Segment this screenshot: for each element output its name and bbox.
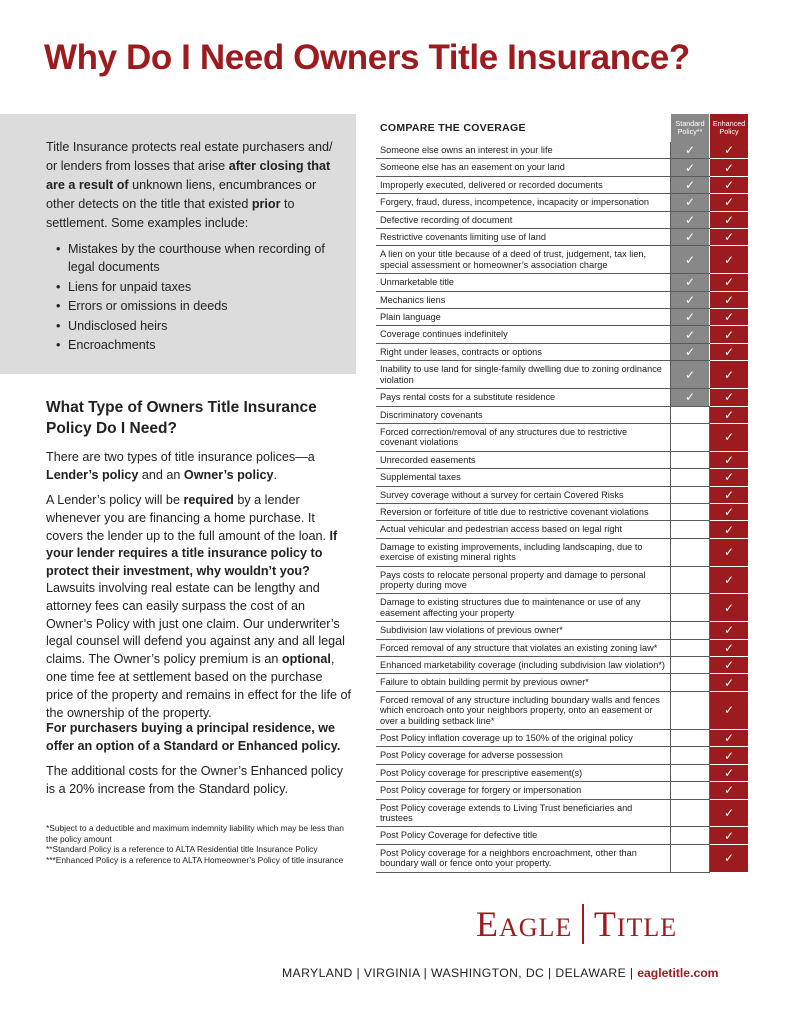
table-header-row	[376, 114, 748, 142]
coverage-feature: Supplemental taxes	[376, 469, 671, 486]
compare-label: COMPARE THE COVERAGE	[380, 122, 526, 134]
table-row	[376, 469, 748, 486]
table-row	[376, 309, 748, 326]
table-row	[376, 566, 748, 594]
coverage-feature: Forgery, fraud, duress, incompetence, incapacity or impersonation	[376, 194, 671, 211]
enhanced-check-icon: ✓	[710, 274, 749, 291]
enhanced-check-icon: ✓	[710, 142, 749, 159]
intro-text-3: to settlement. Some examples include:	[46, 197, 295, 230]
text-bold: optional	[281, 652, 331, 667]
enhanced-check-icon: ✓	[710, 159, 749, 176]
enhanced-policy-header: Enhanced Policy	[710, 114, 749, 142]
intro-bold-1: after closing that are a result of	[46, 159, 331, 192]
logo-divider	[582, 904, 584, 944]
enhanced-check-icon: ✓	[710, 521, 749, 538]
enhanced-check-icon: ✓	[710, 389, 749, 406]
states-text: MARYLAND | VIRGINIA | WASHINGTON, DC | DELAWARE |	[282, 966, 638, 980]
enhanced-check-icon: ✓	[710, 594, 749, 622]
standard-check-icon: ✓	[671, 309, 710, 326]
enhanced-check-icon: ✓	[710, 657, 749, 674]
enhanced-check-icon: ✓	[710, 538, 749, 566]
standard-check-icon: ✓	[671, 274, 710, 291]
footnote: ***Enhanced Policy is a reference to ALTA Homeowner’s Policy of title insurance	[46, 854, 344, 865]
enhanced-check-icon: ✓	[710, 176, 749, 193]
table-row	[376, 159, 748, 176]
coverage-feature: Pays rental costs for a substitute residence	[376, 389, 671, 406]
standard-empty-cell	[671, 423, 710, 451]
website-link[interactable]: eagletitle.com	[637, 966, 719, 980]
logo-letters: AGLE	[499, 913, 573, 942]
table-row	[376, 142, 748, 159]
enhanced-check-icon: ✓	[710, 799, 749, 827]
table-row	[376, 639, 748, 656]
paragraph-additional-costs: The additional costs for the Owner’s Enhanced policy is a 20% increase from the Standard policy.	[46, 764, 344, 796]
coverage-feature: Post Policy coverage extends to Living Trust beneficiaries and trustees	[376, 799, 671, 827]
table-row	[376, 657, 748, 674]
enhanced-check-icon: ✓	[710, 622, 749, 639]
paragraph-lender-policy	[46, 492, 352, 581]
enhanced-check-icon: ✓	[710, 730, 749, 747]
standard-empty-cell	[671, 730, 710, 747]
enhanced-check-icon: ✓	[710, 309, 749, 326]
policy-heading: What Type of Owners Title Insurance Policy Do I Need?	[46, 399, 317, 437]
list-item: • Liens for unpaid taxes	[56, 278, 346, 296]
enhanced-check-icon: ✓	[710, 343, 749, 360]
coverage-feature: Someone else owns an interest in your life	[376, 142, 671, 159]
text: There are two types of title insurance polices—a	[46, 450, 315, 464]
text-bold: Owner’s policy	[183, 467, 274, 482]
coverage-feature: Reversion or forfeiture of title due to restrictive covenant violations	[376, 503, 671, 520]
logo-letter: T	[593, 904, 617, 944]
standard-empty-cell	[671, 827, 710, 844]
standard-empty-cell	[671, 691, 710, 729]
coverage-feature: Post Policy Coverage for defective title	[376, 827, 671, 844]
table-row	[376, 782, 748, 799]
coverage-feature: Damage to existing structures due to maintenance or use of any easement affecting your property	[376, 594, 671, 622]
enhanced-check-icon: ✓	[710, 764, 749, 781]
table-row	[376, 194, 748, 211]
footnotes	[46, 823, 351, 865]
examples-list	[56, 240, 346, 356]
coverage-feature: Coverage continues indefinitely	[376, 326, 671, 343]
coverage-feature: Post Policy coverage for adverse possession	[376, 747, 671, 764]
table-row	[376, 827, 748, 844]
enhanced-check-icon: ✓	[710, 406, 749, 423]
footer-line	[282, 966, 719, 980]
enhanced-check-icon: ✓	[710, 486, 749, 503]
table-body	[376, 142, 748, 872]
standard-empty-cell	[671, 503, 710, 520]
coverage-feature: Pays costs to relocate personal property and damage to personal property during move	[376, 566, 671, 594]
eagle-title-logo	[476, 903, 677, 945]
standard-check-icon: ✓	[671, 211, 710, 228]
standard-empty-cell	[671, 844, 710, 872]
coverage-feature: Failure to obtain building permit by previous owner*	[376, 674, 671, 691]
coverage-feature: Forced removal of any structure including boundary walls and fences which encroach onto your neighbors property, onto an easement or over a building setback line*	[376, 691, 671, 729]
enhanced-check-icon: ✓	[710, 291, 749, 308]
table-row	[376, 211, 748, 228]
table-row	[376, 486, 748, 503]
standard-check-icon: ✓	[671, 229, 710, 246]
standard-check-icon: ✓	[671, 291, 710, 308]
text: and an	[138, 467, 184, 482]
coverage-feature: Post Policy coverage for prescriptive easement(s)	[376, 764, 671, 781]
table-row	[376, 274, 748, 291]
standard-empty-cell	[671, 639, 710, 656]
page-title: Why Do I Need Owners Title Insurance?	[44, 38, 690, 77]
enhanced-check-icon: ✓	[710, 747, 749, 764]
text: by a lender whenever you are financing a home purchase. It covers the lender up to the full amount of the loan.	[46, 493, 330, 543]
list-item: • Errors or omissions in deeds	[56, 297, 346, 315]
standard-check-icon: ✓	[671, 326, 710, 343]
list-item: • Mistakes by the courthouse when recording of legal documents	[56, 240, 346, 276]
coverage-feature: Damage to existing improvements, including landscaping, due to exercise of existing mineral rights	[376, 538, 671, 566]
enhanced-check-icon: ✓	[710, 691, 749, 729]
paragraph-principal-residence: For purchasers buying a principal residence, we offer an option of a Standard or Enhanced policy.	[46, 721, 341, 753]
table-row	[376, 622, 748, 639]
enhanced-check-icon: ✓	[710, 211, 749, 228]
footnote: *Subject to a deductible and maximum indemnity liability which may be less than the policy amount	[46, 823, 344, 844]
enhanced-check-icon: ✓	[710, 229, 749, 246]
table-row	[376, 389, 748, 406]
coverage-feature: Inability to use land for single-family dwelling due to zoning ordinance violation	[376, 361, 671, 389]
standard-empty-cell	[671, 469, 710, 486]
table-row	[376, 423, 748, 451]
enhanced-check-icon: ✓	[710, 423, 749, 451]
coverage-feature: Enhanced marketability coverage (including subdivision law violation*)	[376, 657, 671, 674]
standard-check-icon: ✓	[671, 176, 710, 193]
standard-empty-cell	[671, 622, 710, 639]
standard-empty-cell	[671, 451, 710, 468]
paragraph-lawsuits	[46, 580, 352, 722]
coverage-feature: Post Policy coverage for a neighbors encroachment, other than boundary wall or fence onto your property.	[376, 844, 671, 872]
enhanced-check-icon: ✓	[710, 844, 749, 872]
enhanced-check-icon: ✓	[710, 827, 749, 844]
text-bold: required	[183, 493, 234, 507]
standard-empty-cell	[671, 538, 710, 566]
standard-check-icon: ✓	[671, 142, 710, 159]
table-row	[376, 844, 748, 872]
table-row	[376, 594, 748, 622]
coverage-feature: Survey coverage without a survey for certain Covered Risks	[376, 486, 671, 503]
standard-check-icon: ✓	[671, 343, 710, 360]
standard-empty-cell	[671, 406, 710, 423]
standard-policy-header: Standard Policy**	[671, 114, 710, 142]
enhanced-check-icon: ✓	[710, 326, 749, 343]
table-row	[376, 246, 748, 274]
text-bold: Lender’s policy	[46, 467, 139, 482]
table-row	[376, 691, 748, 729]
table-row	[376, 406, 748, 423]
coverage-feature: Improperly executed, delivered or recorded documents	[376, 176, 671, 193]
standard-check-icon: ✓	[671, 361, 710, 389]
coverage-feature: Forced removal of any structure that violates an existing zoning law*	[376, 639, 671, 656]
coverage-feature: Right under leases, contracts or options	[376, 343, 671, 360]
standard-empty-cell	[671, 764, 710, 781]
intro-text-2: unknown liens, encumbrances or other detects on the title that existed	[46, 178, 317, 211]
enhanced-check-icon: ✓	[710, 566, 749, 594]
text: A Lender’s policy will be	[46, 493, 184, 507]
list-item: • Undisclosed heirs	[56, 317, 346, 335]
coverage-feature: Unrecorded easements	[376, 451, 671, 468]
table-row	[376, 176, 748, 193]
coverage-feature: Mechanics liens	[376, 291, 671, 308]
coverage-feature: Discriminatory covenants	[376, 406, 671, 423]
coverage-feature: A lien on your title because of a deed of trust, judgement, tax lien, special assessment or homeowner’s association charge	[376, 246, 671, 274]
text: Lawsuits involving real estate can be lengthy and attorney fees can easily surpass the cost of an Owner’s Policy with just one claim. Our underwriter’s legal counsel will defend you against any and all legal claims. The Owner’s policy premium is an	[46, 581, 345, 667]
coverage-feature: Plain language	[376, 309, 671, 326]
table-row	[376, 229, 748, 246]
intro-text-1: Title Insurance protects real estate purchasers and/ or lenders from losses that arise	[46, 140, 333, 173]
standard-empty-cell	[671, 657, 710, 674]
coverage-feature: Actual vehicular and pedestrian access based on legal right	[376, 521, 671, 538]
table-row	[376, 503, 748, 520]
coverage-feature: Post Policy inflation coverage up to 150% of the original policy	[376, 730, 671, 747]
table-row	[376, 361, 748, 389]
coverage-feature: Restrictive covenants limiting use of land	[376, 229, 671, 246]
coverage-feature: Post Policy coverage for forgery or impersonation	[376, 782, 671, 799]
standard-empty-cell	[671, 521, 710, 538]
standard-empty-cell	[671, 782, 710, 799]
table-row	[376, 291, 748, 308]
standard-check-icon: ✓	[671, 246, 710, 274]
enhanced-check-icon: ✓	[710, 503, 749, 520]
enhanced-check-icon: ✓	[710, 782, 749, 799]
table-row	[376, 764, 748, 781]
table-row	[376, 747, 748, 764]
table-row	[376, 799, 748, 827]
standard-empty-cell	[671, 566, 710, 594]
coverage-feature: Someone else has an easement on your land	[376, 159, 671, 176]
enhanced-check-icon: ✓	[710, 639, 749, 656]
table-row	[376, 521, 748, 538]
enhanced-check-icon: ✓	[710, 469, 749, 486]
logo-eagle	[476, 906, 572, 942]
standard-empty-cell	[671, 799, 710, 827]
standard-empty-cell	[671, 594, 710, 622]
standard-empty-cell	[671, 486, 710, 503]
standard-check-icon: ✓	[671, 389, 710, 406]
coverage-feature: Subdivision law violations of previous owner*	[376, 622, 671, 639]
logo-letter: E	[476, 904, 499, 944]
enhanced-check-icon: ✓	[710, 246, 749, 274]
text: .	[273, 467, 278, 482]
text: , one time fee at settlement based on the purchase price of the property and remains in effect for the life of the ownership of the property.	[46, 652, 351, 720]
standard-empty-cell	[671, 674, 710, 691]
list-item: • Encroachments	[56, 336, 346, 354]
paragraph-policy-types	[46, 449, 352, 485]
intro-paragraph	[46, 138, 346, 233]
table-row	[376, 674, 748, 691]
coverage-comparison-table	[376, 114, 748, 873]
text-bold: If your lender requires a title insurance policy to protect their investment, why wouldn’t you?	[46, 528, 338, 579]
table-row	[376, 451, 748, 468]
enhanced-check-icon: ✓	[710, 674, 749, 691]
enhanced-check-icon: ✓	[710, 451, 749, 468]
table-row	[376, 538, 748, 566]
coverage-feature: Defective recording of document	[376, 211, 671, 228]
coverage-feature: Unmarketable title	[376, 274, 671, 291]
table-row	[376, 343, 748, 360]
coverage-feature: Forced correction/removal of any structures due to restrictive covenant violations	[376, 423, 671, 451]
logo-title	[594, 906, 677, 942]
footnote: **Standard Policy is a reference to ALTA Residential title Insurance Policy	[46, 844, 318, 854]
table-row	[376, 326, 748, 343]
standard-check-icon: ✓	[671, 159, 710, 176]
enhanced-check-icon: ✓	[710, 194, 749, 211]
table-row	[376, 730, 748, 747]
standard-empty-cell	[671, 747, 710, 764]
intro-bold-2: prior	[251, 197, 281, 211]
standard-check-icon: ✓	[671, 194, 710, 211]
enhanced-check-icon: ✓	[710, 361, 749, 389]
logo-letters: ITLE	[616, 913, 678, 942]
